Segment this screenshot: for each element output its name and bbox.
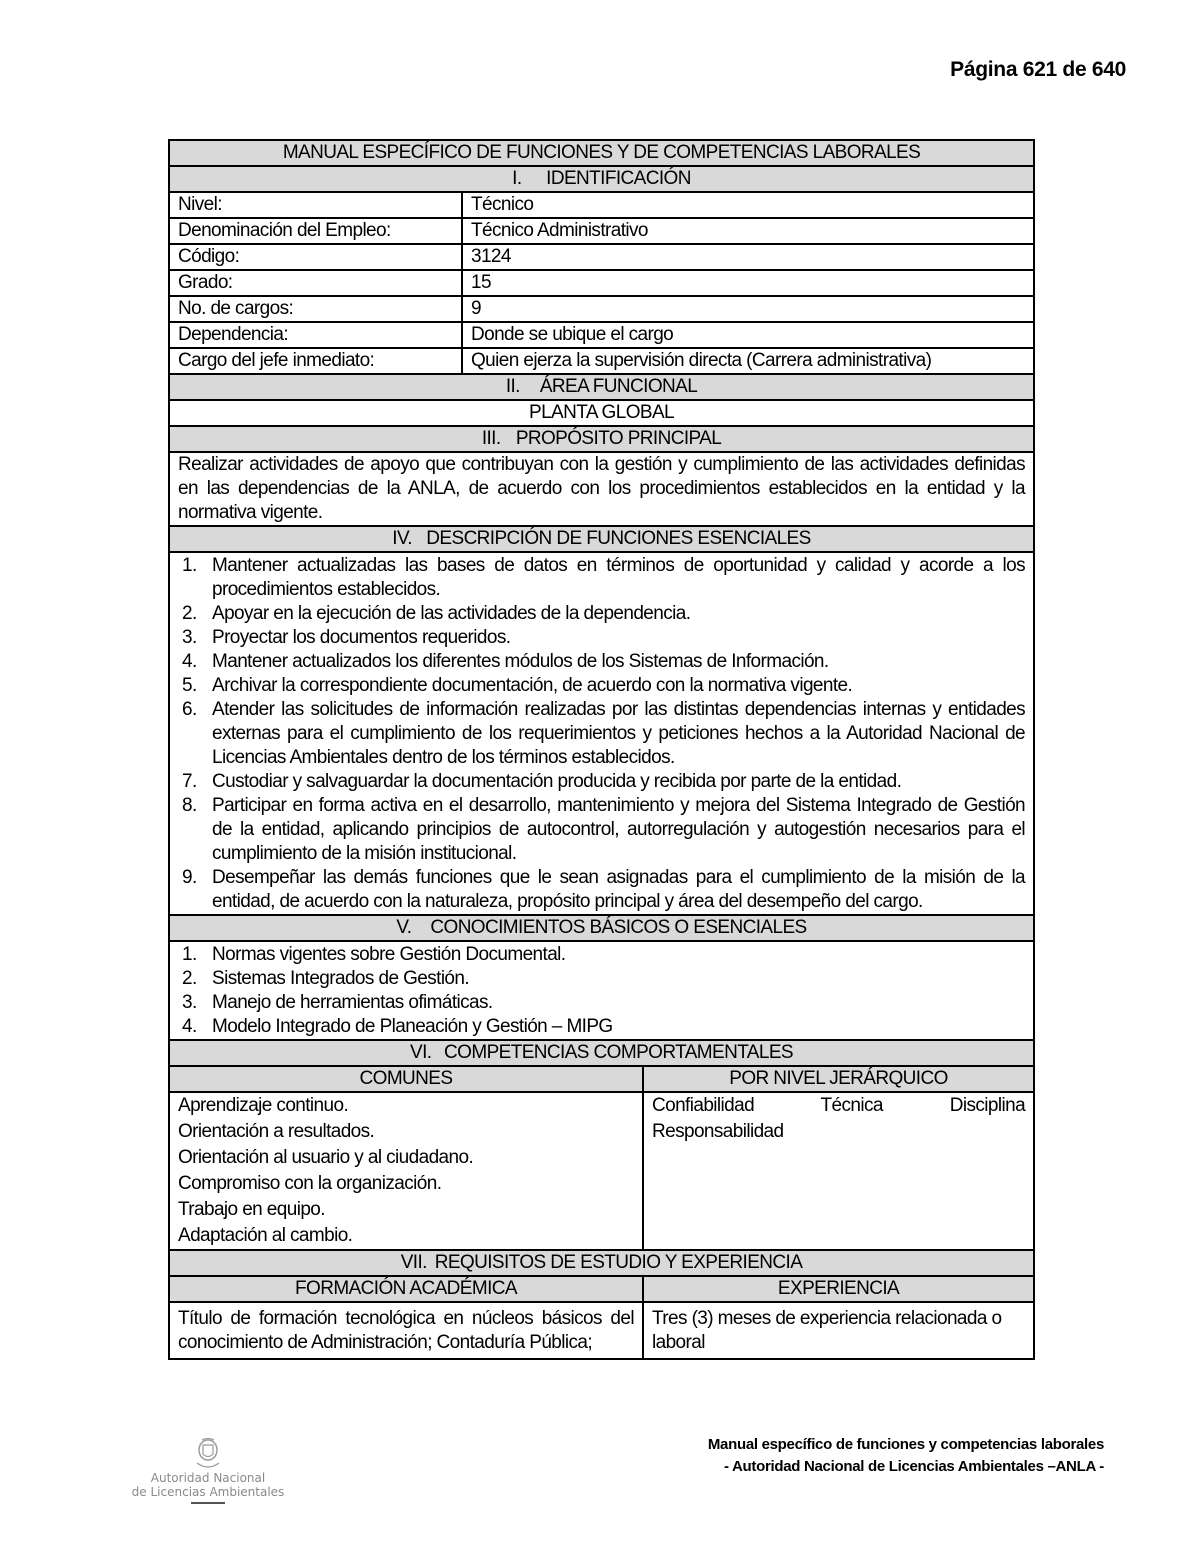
- list-item: [182, 602, 1025, 626]
- id-row-jefe: [169, 348, 1034, 374]
- list-item: [182, 626, 1025, 650]
- id-value: 9: [462, 296, 1034, 322]
- section-number: II.: [505, 376, 520, 397]
- item-number: 3.: [182, 627, 197, 648]
- id-row-nivel: [169, 192, 1034, 218]
- logo-underline: [191, 1502, 225, 1504]
- logo-text-line2: de Licencias Ambientales: [131, 1485, 285, 1499]
- list-item: [182, 770, 1025, 794]
- item-text: Normas vigentes sobre Gestión Documental.: [212, 944, 566, 965]
- item-number: 9.: [182, 867, 197, 888]
- item-number: 5.: [182, 675, 197, 696]
- id-value: Técnico Administrativo: [462, 218, 1034, 244]
- list-item: Responsabilidad: [652, 1121, 784, 1142]
- list-item: [182, 698, 1026, 770]
- comunes-list: [169, 1092, 643, 1250]
- id-label: Grado:: [169, 270, 462, 296]
- item-number: 3.: [182, 992, 197, 1013]
- item-number: 4.: [182, 651, 197, 672]
- funciones-cell: [169, 552, 1034, 915]
- formacion-text: Título de formación tecnológica en núcleos básicos del conocimiento de Administración; Contaduría Pública;: [169, 1302, 643, 1359]
- id-label: Código:: [169, 244, 462, 270]
- anla-logo: [128, 1437, 288, 1504]
- section-funciones-header: [169, 526, 1034, 552]
- section-title: IDENTIFICACIÓN: [546, 168, 691, 189]
- list-item: Adaptación al cambio.: [178, 1225, 353, 1246]
- id-row-cargos: [169, 296, 1034, 322]
- footer-line1: Manual específico de funciones y competencias laborales: [707, 1436, 1104, 1453]
- item-text: Manejo de herramientas ofimáticas.: [212, 992, 493, 1013]
- manual-title: MANUAL ESPECÍFICO DE FUNCIONES Y DE COMPETENCIAS LABORALES: [169, 140, 1034, 166]
- list-item: [182, 991, 1025, 1015]
- coat-of-arms-icon: [191, 1437, 225, 1471]
- list-item: Compromiso con la organización.: [178, 1173, 442, 1194]
- item-text: Sistemas Integrados de Gestión.: [212, 968, 470, 989]
- item-text: Apoyar en la ejecución de las actividades de la dependencia.: [212, 603, 691, 624]
- list-item: Confiabilidad Técnica Disciplina: [652, 1095, 1026, 1116]
- footer: [708, 1434, 1104, 1478]
- section-requisitos-header: [169, 1250, 1034, 1276]
- id-row-denominacion: [169, 218, 1034, 244]
- id-label: Denominación del Empleo:: [169, 218, 462, 244]
- section-proposito-header: [169, 426, 1034, 452]
- nivel-jerarquico-header: POR NIVEL JERÁRQUICO: [643, 1066, 1034, 1092]
- section-number: III.: [481, 428, 501, 449]
- funciones-list: [178, 554, 1025, 914]
- item-text: Desempeñar las demás funciones que le sean asignadas para el cumplimiento de la misión de la entidad, de acuerdo con la naturaleza, propósito principal y área del desempeño del cargo.: [212, 867, 1026, 912]
- list-item: [182, 674, 1025, 698]
- list-item: [182, 866, 1026, 914]
- conocimientos-list: [178, 943, 1025, 1039]
- page-number: Página 621 de 640: [950, 58, 1126, 81]
- id-value: Técnico: [462, 192, 1034, 218]
- section-identificacion-header: [169, 166, 1034, 192]
- item-text: Atender las solicitudes de información realizadas por las distintas dependencias internas y entidades externas para el cumplimiento de los requerimientos y peticiones hechos a la Autoridad Nacional de Licencias Ambientales dentro de los términos establecidos.: [212, 699, 1026, 768]
- item-text: Mantener actualizados los diferentes módulos de los Sistemas de Información.: [212, 651, 829, 672]
- item-number: 8.: [182, 795, 197, 816]
- section-title: ÁREA FUNCIONAL: [539, 376, 698, 397]
- item-number: 2.: [182, 968, 197, 989]
- proposito-text: Realizar actividades de apoyo que contribuyan con la gestión y cumplimiento de las actividades definidas en las dependencias de la ANLA, de acuerdo con los procedimientos establecidos en la entidad y la normativa vigente.: [169, 452, 1034, 526]
- item-text: Mantener actualizadas las bases de datos en términos de oportunidad y calidad y acorde a los procedimientos establecidos.: [212, 555, 1026, 600]
- id-row-grado: [169, 270, 1034, 296]
- id-label: Dependencia:: [169, 322, 462, 348]
- section-title: REQUISITOS DE ESTUDIO Y EXPERIENCIA: [434, 1252, 803, 1273]
- item-text: Custodiar y salvaguardar la documentación producida y recibida por parte de la entidad.: [212, 771, 902, 792]
- formacion-header: FORMACIÓN ACADÉMICA: [169, 1276, 643, 1302]
- experiencia-header: EXPERIENCIA: [643, 1276, 1034, 1302]
- item-number: 2.: [182, 603, 197, 624]
- list-item: Orientación a resultados.: [178, 1121, 375, 1142]
- logo-text-line1: Autoridad Nacional: [150, 1471, 266, 1485]
- item-text: Archivar la correspondiente documentación, de acuerdo con la normativa vigente.: [212, 675, 853, 696]
- section-number: IV.: [392, 528, 412, 549]
- comunes-header: COMUNES: [169, 1066, 643, 1092]
- section-conocimientos-header: [169, 915, 1034, 941]
- experiencia-text: Tres (3) meses de experiencia relacionada o laboral: [643, 1302, 1034, 1359]
- functions-manual-table: [168, 139, 1035, 1360]
- item-text: Modelo Integrado de Planeación y Gestión – MIPG: [212, 1016, 613, 1037]
- id-value: 15: [462, 270, 1034, 296]
- list-item: [182, 794, 1026, 866]
- id-label: No. de cargos:: [169, 296, 462, 322]
- list-item: [182, 554, 1026, 602]
- section-title: CONOCIMIENTOS BÁSICOS O ESENCIALES: [430, 917, 807, 938]
- list-item: [182, 1015, 1025, 1039]
- section-number: VII.: [400, 1252, 427, 1273]
- item-text: Participar en forma activa en el desarrollo, mantenimiento y mejora del Sistema Integrado de Gestión de la entidad, aplicando principios de autocontrol, autorregulación y autogestión necesarios para el cumplimiento de la misión institucional.: [212, 795, 1026, 864]
- section-title: DESCRIPCIÓN DE FUNCIONES ESENCIALES: [426, 528, 811, 549]
- section-number: V.: [396, 917, 412, 938]
- section-title: PROPÓSITO PRINCIPAL: [515, 428, 722, 449]
- section-competencias-header: [169, 1040, 1034, 1066]
- list-item: Orientación al usuario y al ciudadano.: [178, 1147, 474, 1168]
- id-value: Quien ejerza la supervisión directa (Carrera administrativa): [462, 348, 1034, 374]
- id-row-dependencia: [169, 322, 1034, 348]
- item-number: 1.: [182, 555, 197, 576]
- list-item: Trabajo en equipo.: [178, 1199, 325, 1220]
- list-item: [182, 650, 1025, 674]
- section-title: COMPETENCIAS COMPORTAMENTALES: [444, 1042, 793, 1063]
- id-row-codigo: [169, 244, 1034, 270]
- list-item: [182, 943, 1025, 967]
- list-item: Aprendizaje continuo.: [178, 1095, 349, 1116]
- item-number: 6.: [182, 699, 197, 720]
- id-label: Nivel:: [169, 192, 462, 218]
- section-number: I.: [512, 168, 522, 189]
- item-number: 1.: [182, 944, 197, 965]
- item-number: 7.: [182, 771, 197, 792]
- item-number: 4.: [182, 1016, 197, 1037]
- id-value: 3124: [462, 244, 1034, 270]
- id-value: Donde se ubique el cargo: [462, 322, 1034, 348]
- area-funcional-value: PLANTA GLOBAL: [169, 400, 1034, 426]
- list-item: [182, 967, 1025, 991]
- section-number: VI.: [410, 1042, 432, 1063]
- footer-line2: - Autoridad Nacional de Licencias Ambientales –ANLA -: [723, 1458, 1104, 1475]
- por-nivel-list: [643, 1092, 1034, 1250]
- conocimientos-cell: [169, 941, 1034, 1040]
- id-label: Cargo del jefe inmediato:: [169, 348, 462, 374]
- item-text: Proyectar los documentos requeridos.: [212, 627, 511, 648]
- section-area-header: [169, 374, 1034, 400]
